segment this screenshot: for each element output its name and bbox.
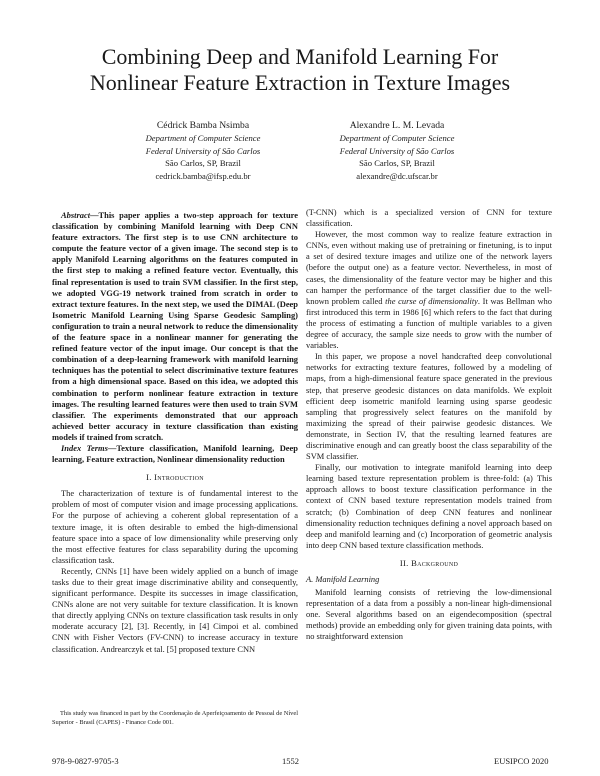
index-terms-label: Index Terms [61,442,108,453]
index-terms-text: —Texture classification, Manifold learning, Deep learning, Feature extraction, Nonlinear dimensionality reduction [52,442,298,465]
paper-title [40,44,560,96]
abstract-label: Abstract [61,210,91,220]
author-email: alexandre@dc.ufscar.br [356,170,438,181]
footer-isbn: 978-9-0827-9705-3 [52,756,119,766]
paragraph [306,229,552,351]
title-line-1: Combining Deep and Manifold Learning For [101,44,499,69]
abstract-text: —This paper applies a two-step approach for texture classification by combining Manifold learning with Deep CNN feature extractors. The first step is to use CNN architecture to compute the feature vector of a given image. The second step is to apply Manifold Learning algorithms on the features computed in the first step to making a refined feature vector. Eventually, this final representation is used to train SVM classifier. In the first step, we adopted VGG-19 network trained from scratch in order to extract texture features. In the next step, we used the DIMAL (Deep Isometric Manifold Learning Using Sparse Geodesic Sampling) configuration to train a neural network to reduce the dimensionality of the feature space in a nonlinear manner for generating the refined feature vector of the input image. Our concept is that the combination of a deep-learning framework with manifold learning techniques has the potential to select discriminative texture features from a high dimensional space. Based on this idea, we adopted this combination to perform nonlinear feature extraction in texture images. The resulting learned features were then used to train SVM classifier. The experiments demonstrated that our approach achieved better accuracy in texture classification than existing models if trained from scratch. [52,210,298,442]
author-block-1 [108,120,298,182]
footer-conference: EUSIPCO 2020 [494,756,549,766]
subsection-heading: A. Manifold Learning [306,574,380,584]
index-terms [52,443,298,465]
author-name: Alexandre L. M. Levada [349,120,445,131]
paragraph-text: . It was Bellman who first introduced this term in 1986 [6] which refers to the fact that during the process of estimating a function of multiple variables to a given degree of accuracy, the sample size needs to grow with the number of variables. [306,295,552,351]
paragraph: Finally, our motivation to integrate manifold learning into deep learning based texture representation problem is three-fold: (a) This approach allows to boost texture classification performance in the context of CNN based texture representation models trained from scratch; (b) Combination of deep CNN features and nonlinear dimensionality reduction techniques defining a novel approach based on deep and manifold learning and (c) Incorporation of geometric analysis into deep CNN based texture classification methods. [306,462,552,550]
paragraph: Recently, CNNs [1] have been widely applied on a bunch of image tasks due to their great image discriminative ability and consequently, significant performance. Despite its successes in image classification, CNNs alone are not very suitable for texture classification. It is known that directly applying CNNs on texture classification task results in only moderate accuracy [2], [3]. Recently, in [4] Cimpoi et al. combined CNN with Fisher Vectors (FV-CNN) to increase accuracy in texture classification. Andrearczyk et tal. [5] proposed texture CNN [52,565,298,654]
footnote: This study was financed in part by the Coordenação de Aperfeiçoamento de Pessoal de Nível Superior - Brasil (CAPES) - Finance Code 001. [52,710,298,726]
title-line-2: Nonlinear Feature Extraction in Texture Images [89,70,511,95]
author-email: cedrick.bamba@ifsp.edu.br [155,170,251,181]
paragraph: The characterization of texture is of fundamental interest to the problem of most of computer vision and image processing applications. For the purpose of achieving a coherent global representation of a texture image, it is often desirable to embed the high-dimensional feature space into a space of low dimensionality while preserving only the most effective features for class separability during the upcoming classification task. [52,488,298,565]
section-heading-background: II. Background [399,557,459,568]
paragraph: Manifold learning consists of retrieving the low-dimensional representation of a data from a possibly a non-linear high-dimensional one. Several algorithms based on an eigendecomposition (spectral methods) provide an embedding only for given training data points, with no straightforward extension [306,587,552,642]
author-city: São Carlos, SP, Brazil [165,158,241,169]
section-heading-introduction: I. Introduction [146,472,204,483]
paragraph: (T-CNN) which is a specialized version of CNN for texture classification. [306,207,552,229]
author-city: São Carlos, SP, Brazil [359,158,435,169]
paragraph-text: However, the most common way to realize feature extraction in CNNs, even without making use of pretraining or finetuning, is to input a set of desired texture images and utilize one of the network layers (before the output one) as a feature vector. Nevertheless, in most of cases, the dimensionality of the feature vector may be higher and this can hamper the performance of the target classifier due to the well-known problem called [306,229,552,306]
emphasis-text: the curse of dimensionality [385,295,478,306]
left-column [52,210,298,655]
abstract [52,210,298,443]
author-university: Federal University of São Carlos [145,145,261,156]
author-university: Federal University of São Carlos [339,145,455,156]
author-department: Department of Computer Science [145,133,261,144]
author-name: Cédrick Bamba Nsimba [156,120,250,131]
author-block-2 [302,120,492,182]
footer-page-number: 1552 [282,756,299,766]
right-column [306,207,552,643]
author-department: Department of Computer Science [339,133,455,144]
paragraph: In this paper, we propose a novel handcrafted deep convolutional networks for extracting texture features, followed by a modeling of maps, from a high-dimensional feature space generated in the previous step, that preserve geodesic distances on data manifolds. We exploit efficient deep isometric manifold learning using sparse geodesic sampling that progressively select features on the manifold by maximizing the spread of their pairwise geodesic distances. We demonstrate, in Section IV, that the resulting learned features are discriminative enough and can greatly boost the class separability of the SVM classifier. [306,351,552,462]
